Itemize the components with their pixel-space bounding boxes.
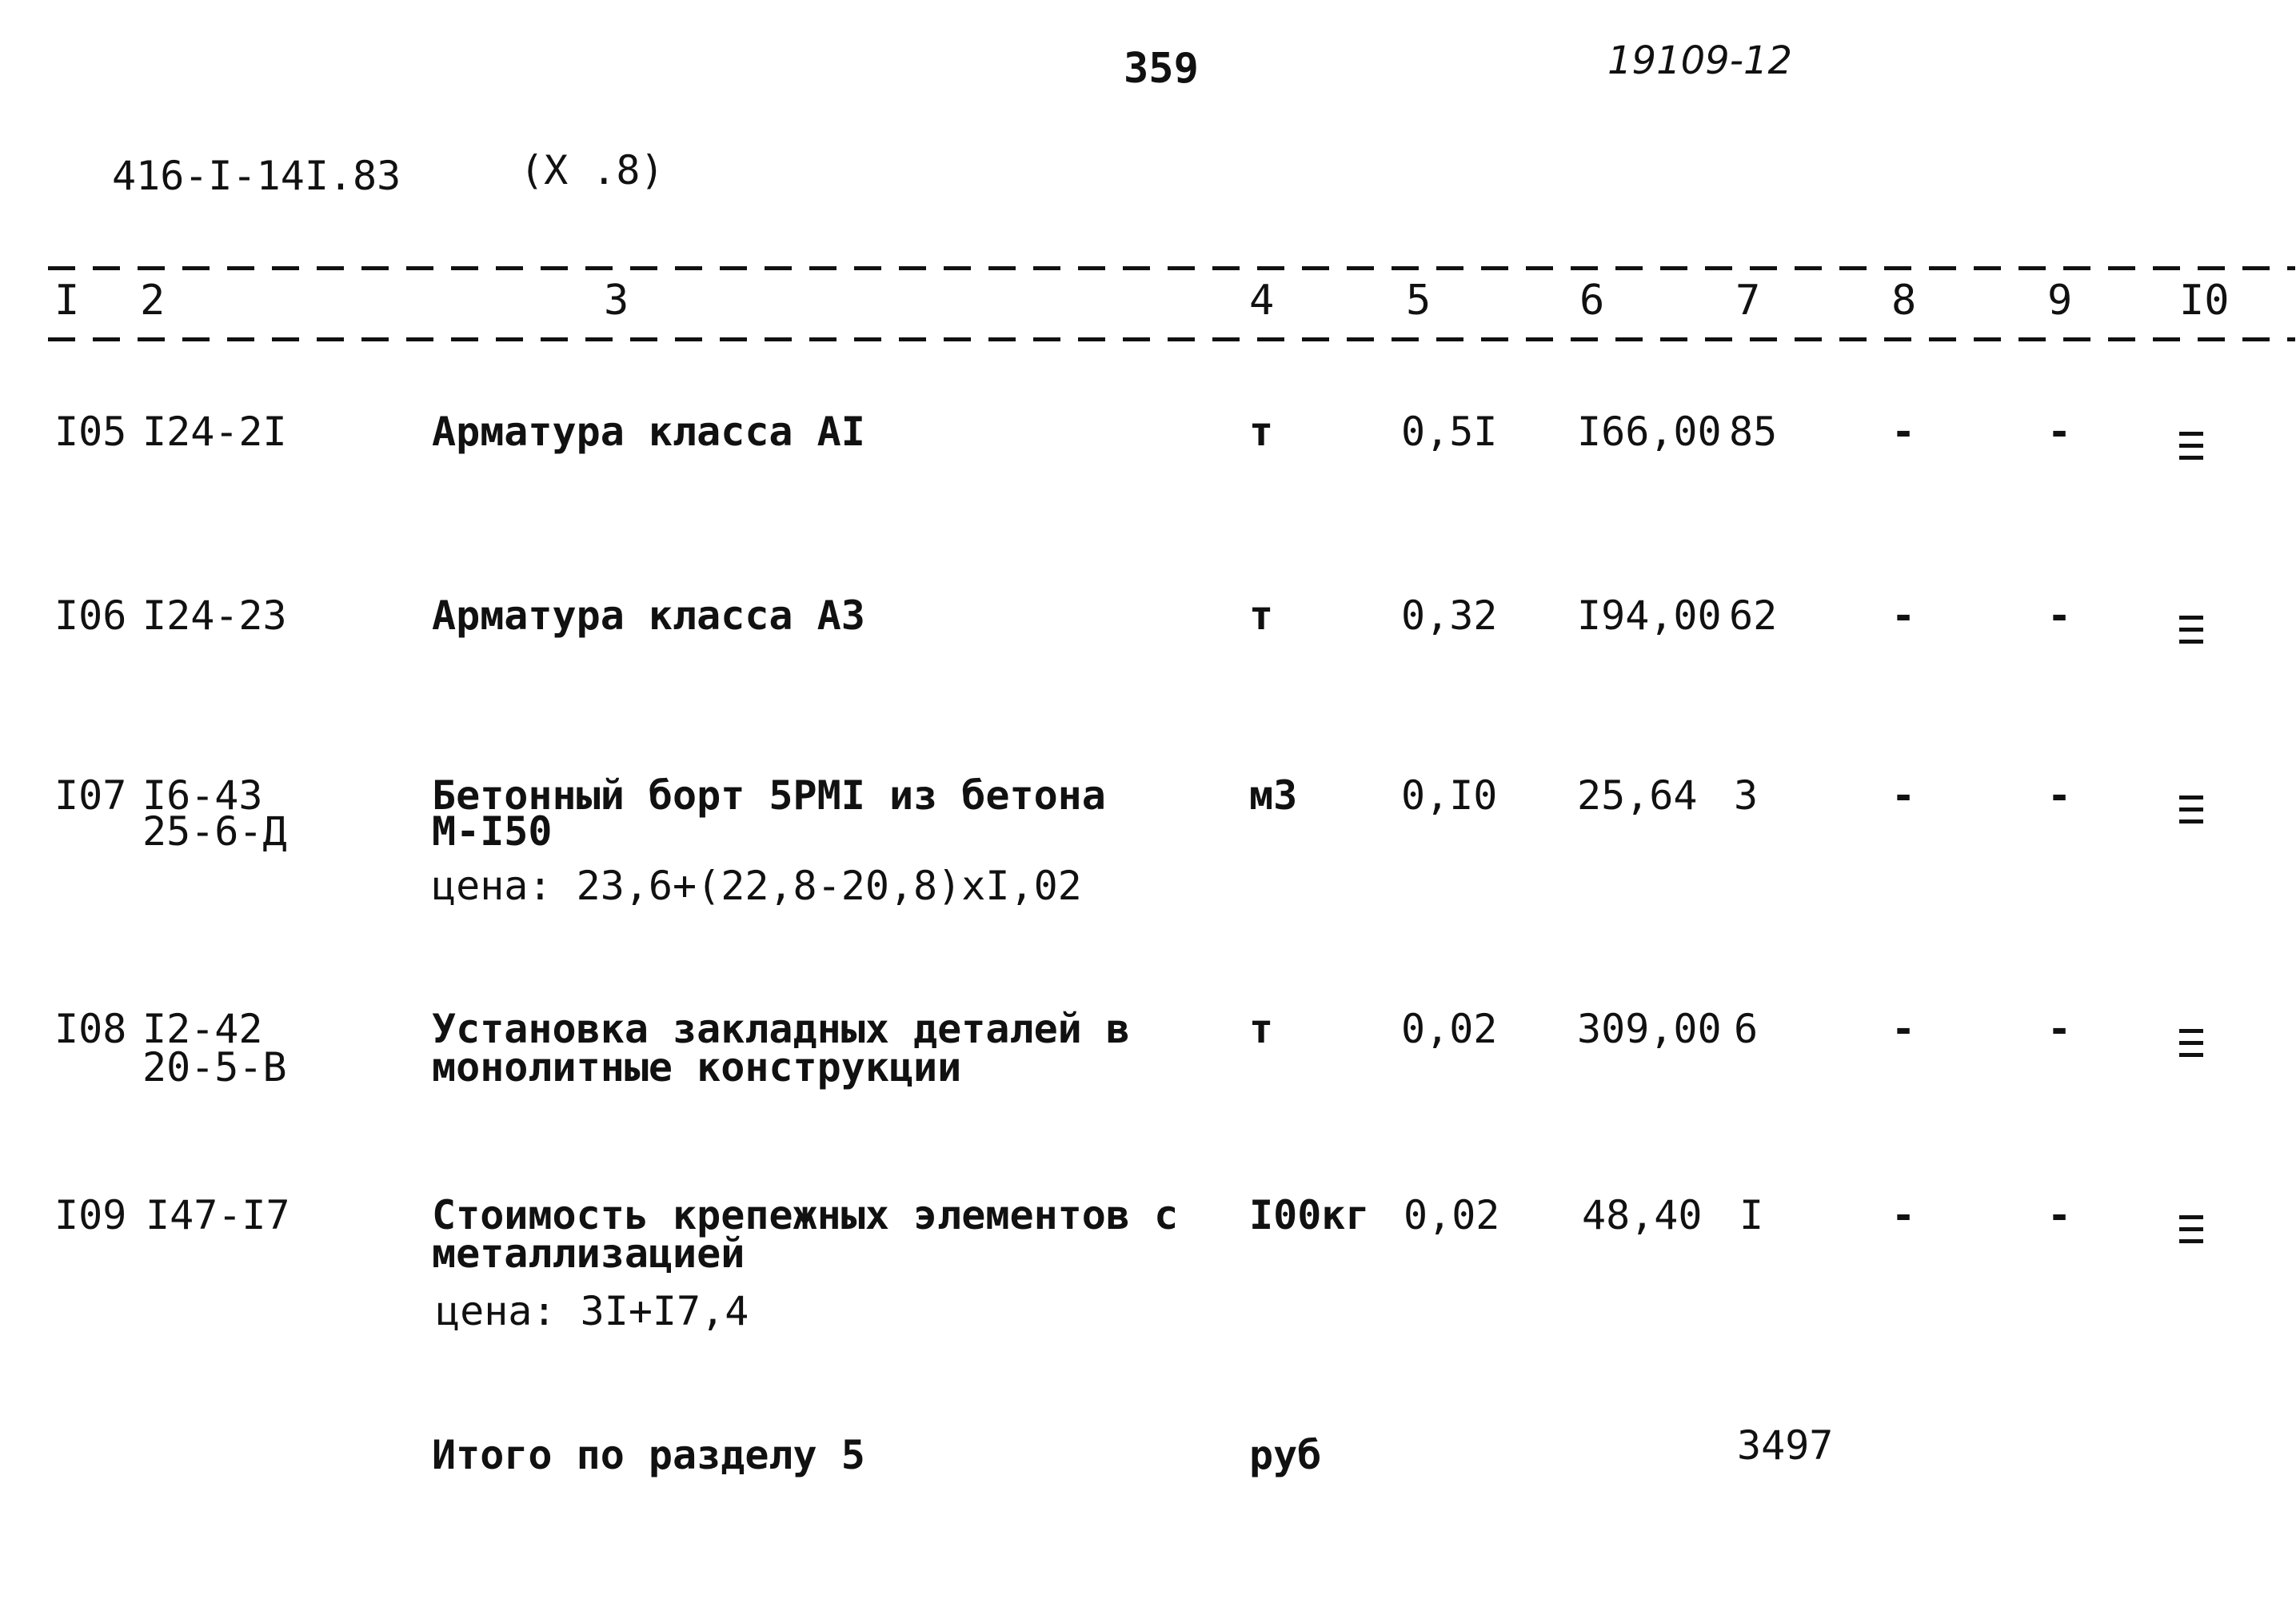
ditto-bar [2179,1215,2203,1219]
column-header-1: I [54,277,80,325]
row-unit: т [1249,592,1274,639]
ditto-bar [2179,819,2203,823]
row-quantity: 0,32 [1401,592,1498,639]
ditto-bar [2179,628,2203,632]
row-name: Установка закладных деталей в [432,1006,1130,1052]
row-quantity: 0,02 [1404,1192,1500,1238]
row-col8: - [1891,1192,1916,1238]
ditto-mark [2175,432,2207,468]
row-code-secondary: 20-5-B [142,1044,287,1091]
row-col8: - [1891,592,1916,639]
row-total: 6 [1734,1006,1759,1052]
column-header-3: 3 [604,277,629,325]
row-number: I07 [54,772,127,819]
row-col9: - [2047,1006,2072,1052]
row-col8: - [1891,772,1916,819]
row-col8: - [1891,1006,1916,1052]
row-total: 3 [1734,772,1759,819]
ditto-mark [2175,796,2207,831]
ditto-bar [2179,1041,2203,1045]
row-price: 309,00 [1577,1006,1722,1052]
page-number: 359 [1124,45,1199,93]
ditto-bar [2179,1029,2203,1033]
row-code: I24-23 [142,592,287,639]
column-header-2: 2 [140,277,166,325]
row-price: 48,40 [1582,1192,1703,1238]
ditto-bar [2179,432,2203,436]
row-price: I66,00 [1577,409,1722,455]
row-number: I05 [54,409,127,455]
row-name-continued: монолитные конструкции [432,1044,962,1091]
summary-unit: руб [1249,1432,1322,1478]
row-price-note: цена: 3I+I7,4 [436,1288,749,1334]
header-bottom-rule [48,337,2295,341]
row-name: Стоимость крепежных элементов с [432,1192,1179,1238]
column-header-8: 8 [1891,277,1917,325]
row-col9: - [2047,1192,2072,1238]
row-name: Арматура класса A3 [432,592,865,639]
header-top-rule [48,266,2295,270]
ditto-bar [2179,456,2203,460]
ditto-bar [2179,1239,2203,1243]
row-price: 25,64 [1577,772,1698,819]
column-header-10: I0 [2179,277,2230,325]
summary-total: 3497 [1737,1422,1834,1469]
row-price-note: цена: 23,6+(22,8-20,8)xI,02 [432,863,1082,909]
ditto-mark [2175,1029,2207,1065]
row-quantity: 0,5I [1401,409,1498,455]
ditto-mark [2175,1215,2207,1251]
document-code: 416-I-14I.83 [112,153,401,199]
row-quantity: 0,I0 [1401,772,1498,819]
row-number: I06 [54,592,127,639]
ditto-bar [2179,1227,2203,1231]
ditto-bar [2179,808,2203,811]
ditto-bar [2179,1053,2203,1057]
row-col8: - [1891,409,1916,455]
row-code-secondary: 25-6-Д [142,808,287,855]
column-header-9: 9 [2047,277,2073,325]
row-code: I6-43 [142,772,263,819]
handwritten-code: 19109-12 [1607,38,1793,83]
row-name-continued: M-I50 [432,808,553,855]
row-unit: м3 [1249,772,1298,819]
row-col9: - [2047,592,2072,639]
row-unit: I00кг [1249,1192,1370,1238]
row-price: I94,00 [1577,592,1722,639]
ditto-bar [2179,796,2203,800]
row-unit: т [1249,1006,1274,1052]
row-col9: - [2047,409,2072,455]
row-total: I [1739,1192,1764,1238]
row-name-continued: металлизацией [432,1230,745,1277]
row-number: I08 [54,1006,127,1052]
row-total: 62 [1729,592,1778,639]
column-header-6: 6 [1579,277,1605,325]
ditto-bar [2179,640,2203,644]
column-header-7: 7 [1735,277,1761,325]
ditto-bar [2179,616,2203,620]
row-col9: - [2047,772,2072,819]
ditto-mark [2175,616,2207,652]
row-total: 85 [1729,409,1778,455]
column-header-5: 5 [1406,277,1432,325]
row-code: I47-I7 [146,1192,290,1238]
row-code: I24-2I [142,409,287,455]
section-tag: (X .8) [520,147,665,193]
summary-label: Итого по разделу 5 [432,1432,865,1478]
row-number: I09 [54,1192,127,1238]
row-code: I2-42 [142,1006,263,1052]
ditto-bar [2179,444,2203,448]
row-name: Арматура класса AI [432,409,865,455]
column-header-4: 4 [1249,277,1275,325]
row-name: Бетонный борт 5PMI из бетона [432,772,1106,819]
row-quantity: 0,02 [1401,1006,1498,1052]
row-unit: т [1249,409,1274,455]
